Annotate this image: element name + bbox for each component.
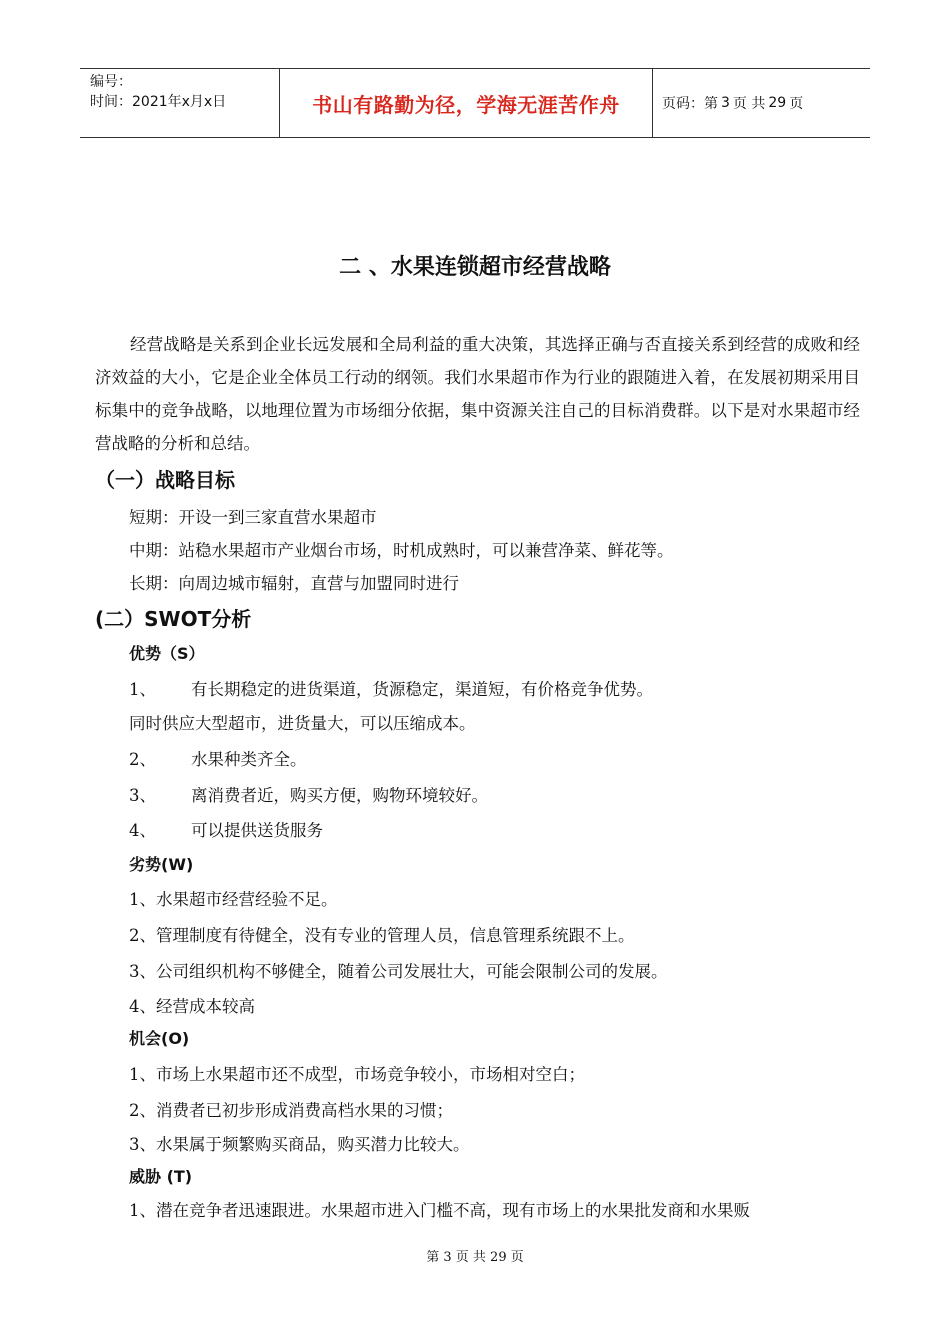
list-item: 3、水果属于频繁购买商品，购买潜力比较大。 [129, 1135, 470, 1154]
date-label: 时间：2021年x月x日 [90, 94, 227, 110]
page-header [80, 68, 870, 138]
header-motto: 书山有路勤为径，学海无涯苦作舟 [280, 69, 653, 137]
list-item: 1、水果超市经营经验不足。 [129, 890, 338, 909]
weaknesses-label: 劣势(W) [129, 855, 194, 874]
list-item: 同时供应大型超市，进货量大，可以压缩成本。 [129, 714, 476, 733]
list-item: 3、公司组织机构不够健全，随着公司发展壮大，可能会限制公司的发展。 [129, 962, 668, 981]
goal-long-term: 长期：向周边城市辐射，直营与加盟同时进行 [129, 574, 459, 593]
page-current: 3 [721, 95, 730, 111]
list-item: 3、 离消费者近，购买方便，购物环境较好。 [129, 786, 488, 805]
intro-paragraph: 经营战略是关系到企业长远发展和全局利益的重大决策，其选择正确与否直接关系到经营的成败和经济效益的大小，它是企业全体员工行动的纲领。我们水果超市作为行业的跟随进入着，在发展初期采用目标集中的竞争战略，以地理位置为市场细分依据，集中资源关注自己的目标消费群。以下是对水果超市经营战略的分析和总结。 [95, 335, 860, 453]
page-prefix: 页码：第 [662, 96, 718, 112]
opportunities-label: 机会(O) [129, 1029, 190, 1048]
goal-mid-term: 中期：站稳水果超市产业烟台市场，时机成熟时，可以兼营净菜、鲜花等。 [129, 541, 674, 560]
goal-short-term: 短期：开设一到三家直营水果超市 [129, 508, 377, 527]
threats-label: 威胁 (T) [129, 1167, 193, 1186]
list-item: 1、 有长期稳定的进货渠道，货源稳定，渠道短，有价格竞争优势。 [129, 680, 653, 699]
list-item: 1、市场上水果超市还不成型，市场竞争较小，市场相对空白； [129, 1065, 585, 1084]
page-total: 29 [768, 95, 787, 111]
page-footer: 第 3 页 共 29 页 [426, 1250, 524, 1265]
list-item: 1、潜在竞争者迅速跟进。水果超市进入门槛不高，现有市场上的水果批发商和水果贩 [129, 1201, 750, 1220]
heading-swot: (二）SWOT分析 [95, 607, 252, 631]
strengths-label: 优势（S） [129, 644, 205, 663]
page-mid: 页 共 [732, 96, 766, 112]
list-item: 2、 水果种类齐全。 [129, 750, 307, 769]
heading-strategy-goals: （一）战略目标 [95, 468, 235, 492]
list-item: 4、经营成本较高 [129, 997, 255, 1016]
number-label: 编号： [90, 74, 132, 90]
header-page-info [653, 69, 870, 137]
page-suffix: 页 [789, 96, 804, 112]
section-title: 二 、水果连锁超市经营战略 [339, 255, 611, 280]
list-item: 4、 可以提供送货服务 [129, 821, 323, 840]
list-item: 2、管理制度有待健全，没有专业的管理人员，信息管理系统跟不上。 [129, 926, 635, 945]
list-item: 2、消费者已初步形成消费高档水果的习惯； [129, 1101, 453, 1120]
header-meta [80, 69, 280, 137]
